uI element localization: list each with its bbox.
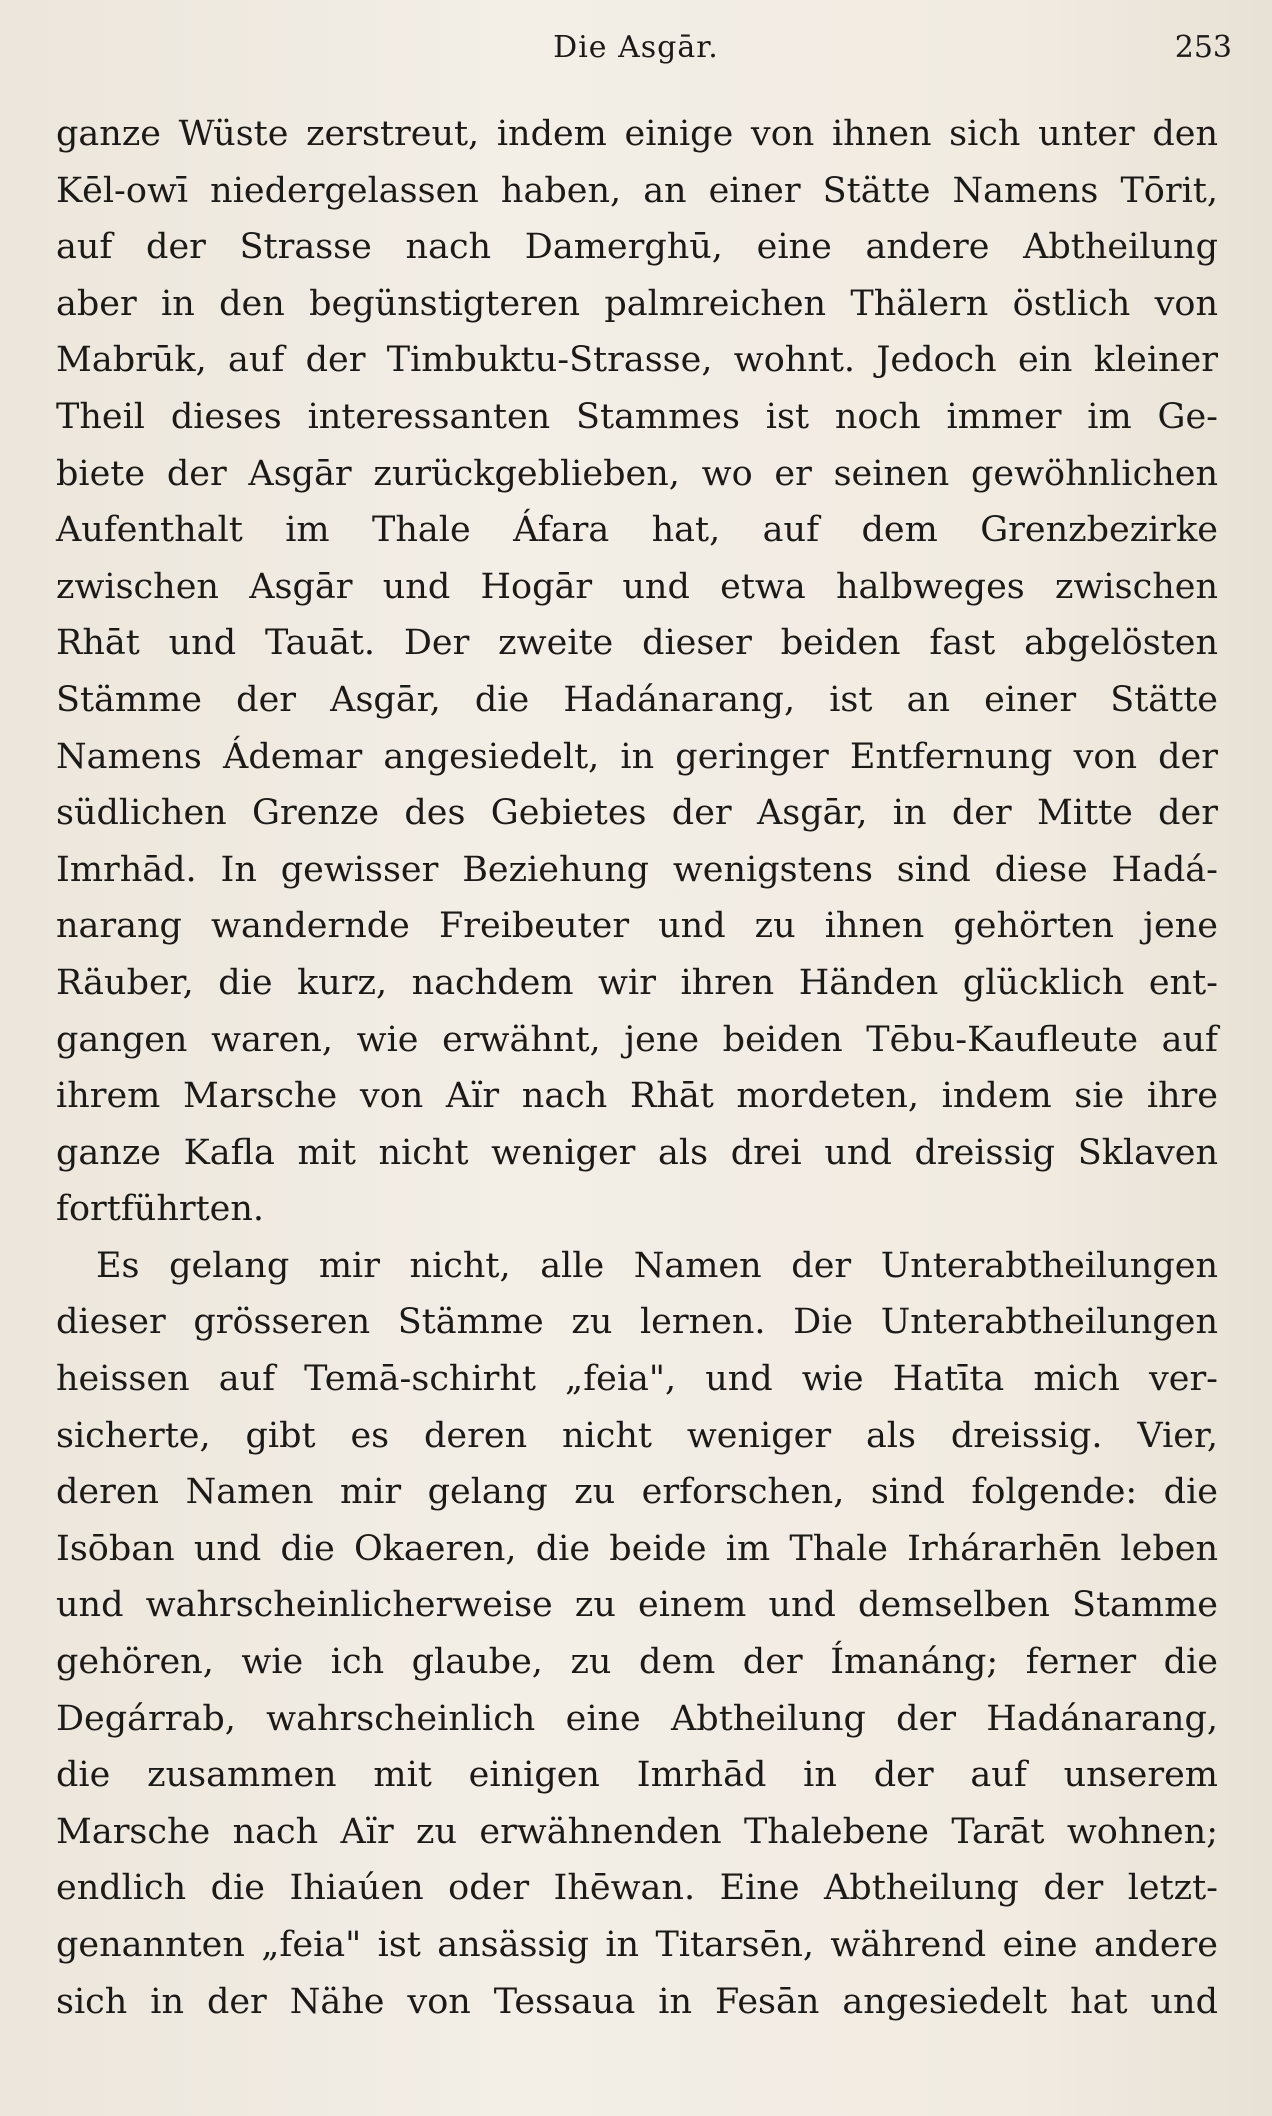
text-line: Räuber, die kurz, nachdem wir ihren Händen glücklich ent- [56, 962, 1218, 1003]
text-line: zwischen Asgār und Hogār und etwa halbweges zwischen [56, 566, 1218, 607]
text-line: Mabrūk, auf der Timbuktu-Strasse, wohnt. Jedoch ein kleiner [56, 340, 1218, 381]
text-line: endlich die Ihiaúen oder Ihēwan. Eine Abtheilung der letzt- [56, 1868, 1218, 1909]
text-line: Namens Ádemar angesiedelt, in geringer Entfernung von der [56, 736, 1218, 777]
text-line: und wahrscheinlicherweise zu einem und demselben Stamme [56, 1585, 1218, 1626]
text-line: biete der Asgār zurückgeblieben, wo er seinen gewöhnlichen [56, 453, 1218, 494]
text-line: Imrhād. In gewisser Beziehung wenigstens sind diese Hadá- [56, 849, 1218, 890]
text-line: die zusammen mit einigen Imrhād in der auf unserem [56, 1755, 1218, 1796]
text-line: gangen waren, wie erwähnt, jene beiden Tēbu-Kaufleute auf [56, 1019, 1218, 1060]
text-line: genannten „feia" ist ansässig in Titarsēn, während eine andere [56, 1925, 1218, 1965]
text-line: sicherte, gibt es deren nicht weniger als dreissig. Vier, [56, 1415, 1218, 1456]
text-line: narang wandernde Freibeuter und zu ihnen gehörten jene [56, 906, 1218, 947]
text-line: Es gelang mir nicht, alle Namen der Unterabtheilungen [96, 1245, 1218, 1286]
text-line: fortführten. [56, 1189, 265, 1230]
text-line: deren Namen mir gelang zu erforschen, sind folgende: die [56, 1472, 1218, 1513]
text-line: ihrem Marsche von Aïr nach Rhāt mordeten, indem sie ihre [56, 1076, 1218, 1117]
text-line: sich in der Nähe von Tessaua in Fesān angesiedelt hat und [56, 1981, 1218, 2022]
body-text [56, 106, 1218, 2030]
paragraph-1 [56, 106, 1218, 1238]
text-line: auf der Strasse nach Damerghū, eine andere Abtheilung [56, 227, 1218, 268]
text-line: südlichen Grenze des Gebietes der Asgār, in der Mitte der [56, 793, 1218, 834]
text-line: ganze Kafla mit nicht weniger als drei und dreissig Sklaven [56, 1132, 1218, 1173]
text-line: Kēl-owī niedergelassen haben, an einer Stätte Namens Tōrit, [56, 170, 1218, 211]
text-line: Stämme der Asgār, die Hadánarang, ist an einer Stätte [56, 679, 1218, 720]
text-line: dieser grösseren Stämme zu lernen. Die Unterabtheilungen [56, 1302, 1218, 1343]
text-line: Theil dieses interessanten Stammes ist noch immer im Ge- [56, 396, 1218, 437]
text-line: Isōban und die Okaeren, die beide im Thale Irhárarhēn leben [56, 1528, 1218, 1569]
text-line: gehören, wie ich glaube, zu dem der Ímanáng; ferner die [56, 1642, 1218, 1683]
text-line: Marsche nach Aïr zu erwähnenden Thalebene Tarāt wohnen; [56, 1811, 1218, 1852]
page-header [0, 30, 1272, 80]
text-line: ganze Wüste zerstreut, indem einige von ihnen sich unter den [56, 114, 1218, 154]
text-line: Degárrab, wahrscheinlich eine Abtheilung der Hadánarang, [56, 1698, 1218, 1739]
text-line: aber in den begünstigteren palmreichen Thälern östlich von [56, 283, 1218, 324]
text-line: heissen auf Temā-schirht „feia", und wie Hatīta mich ver- [56, 1359, 1218, 1400]
paragraph-2 [56, 1238, 1218, 2030]
running-head: Die Asgār. [553, 30, 719, 65]
text-line: Aufenthalt im Thale Áfara hat, auf dem Grenzbezirke [56, 510, 1218, 551]
text-line: Rhāt und Tauāt. Der zweite dieser beiden fast abgelösten [56, 623, 1218, 664]
page-number: 253 [1174, 30, 1232, 65]
